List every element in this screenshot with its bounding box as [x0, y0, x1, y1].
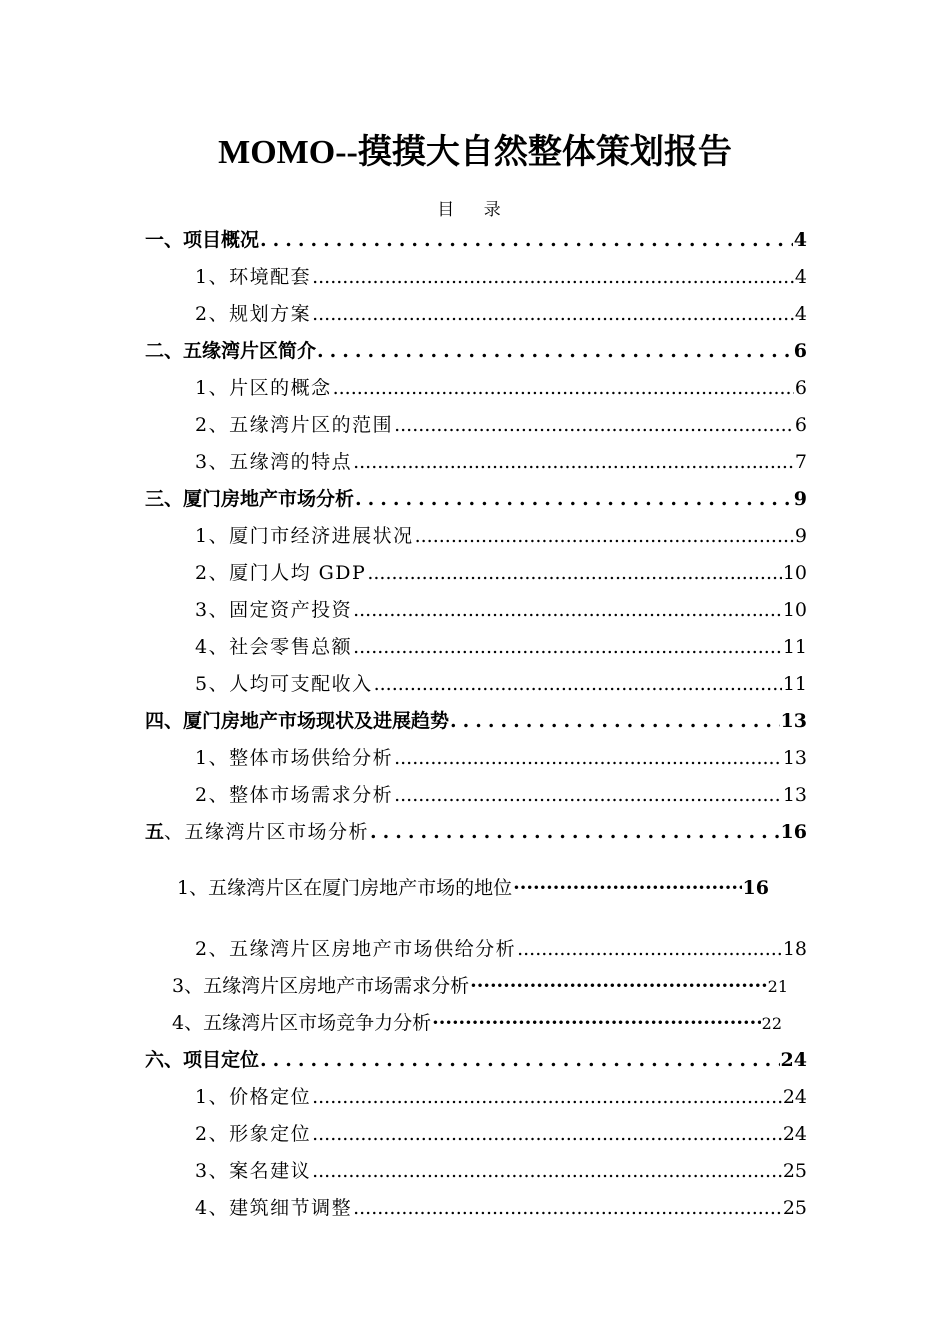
toc-entry-section-2-3[interactable] [195, 450, 807, 474]
toc-entry-page: 13 [782, 747, 807, 769]
toc-entry-label: 三、厦门房地产市场分析 [145, 488, 355, 510]
toc-entry-label-tail: 、五缘湾片区市场分析 [164, 821, 370, 843]
toc-entry-label: 4、社会零售总额 [195, 636, 353, 658]
toc-entry-chapter-6[interactable] [145, 1048, 807, 1072]
toc-entry-section-6-2[interactable] [195, 1122, 807, 1146]
toc-leader-dots [517, 937, 782, 961]
toc-leader-dots [353, 450, 794, 474]
toc-entry-label: 1、片区的概念 [195, 377, 332, 399]
toc-entry-section-4-1[interactable] [195, 746, 807, 770]
toc-entry-label: 一、项目概况 [145, 229, 260, 251]
toc-entry-page: 22 [761, 1014, 782, 1033]
toc-entry-label: 3、五缘湾片区房地产市场需求分析 [172, 975, 470, 997]
toc-entry-section-3-3[interactable] [195, 598, 807, 622]
toc-entry-page: 9 [794, 525, 807, 547]
toc-entry-label [145, 820, 369, 844]
toc-entry-section-6-4[interactable] [195, 1196, 807, 1220]
toc-entry-label: 六、项目定位 [145, 1049, 260, 1071]
toc-leader-dots [394, 783, 782, 807]
toc-entry-label: 3、五缘湾的特点 [195, 451, 353, 473]
toc-entry-label: 1、环境配套 [195, 266, 312, 288]
toc-entry-page: 11 [782, 636, 807, 658]
document-title: MOMO--摸摸大自然整体策划报告 [218, 134, 732, 171]
toc-entry-label: 5、人均可支配收入 [195, 673, 373, 695]
toc-leader-dots [312, 1085, 782, 1109]
toc-leader-dots [367, 561, 781, 585]
toc-entry-page: 13 [780, 710, 807, 732]
toc-entry-label: 1、五缘湾片区在厦门房地产市场的地位 [177, 877, 513, 899]
toc-leader-dots [450, 709, 780, 733]
toc-entry-label: 二、五缘湾片区简介 [145, 340, 317, 362]
toc-entry-page: 7 [794, 451, 807, 473]
toc-entry-page: 6 [794, 414, 807, 436]
toc-entry-label-prefix: 五 [145, 821, 165, 843]
toc-entry-page: 24 [780, 1049, 807, 1071]
toc-leader-dots [333, 376, 794, 400]
toc-entry-section-5-4[interactable] [172, 1011, 782, 1036]
toc-entry-chapter-4[interactable] [145, 709, 807, 733]
toc-entry-page: 10 [782, 562, 807, 584]
toc-entry-label: 1、整体市场供给分析 [195, 747, 394, 769]
toc-entry-label: 1、厦门市经济进展状况 [195, 525, 414, 547]
toc-entry-label: 2、规划方案 [195, 303, 312, 325]
toc-entry-label: 2、整体市场需求分析 [195, 784, 394, 806]
toc-entry-section-3-5[interactable] [195, 672, 807, 696]
toc-leader-dots [355, 487, 793, 511]
toc-entry-section-3-2[interactable] [195, 561, 807, 585]
toc-entry-page: 10 [782, 599, 807, 621]
toc-leader-dots [513, 876, 741, 900]
toc-entry-page: 25 [782, 1197, 807, 1219]
toc-entry-label: 4、建筑细节调整 [195, 1197, 353, 1219]
toc-leader-dots [353, 635, 782, 659]
toc-entry-section-6-1[interactable] [195, 1085, 807, 1109]
toc-entry-chapter-3[interactable] [145, 487, 807, 511]
toc-entry-page: 4 [793, 229, 807, 251]
toc-entry-page: 16 [780, 821, 807, 843]
toc-entry-page: 18 [782, 938, 807, 960]
toc-entry-page: 6 [794, 377, 807, 399]
toc-entry-section-2-1[interactable] [195, 376, 807, 400]
toc-entry-page: 24 [782, 1086, 807, 1108]
toc-entry-page: 16 [742, 877, 769, 899]
toc-entry-label: 2、五缘湾片区房地产市场供给分析 [195, 938, 517, 960]
toc-entry-page: 21 [767, 977, 788, 996]
toc-leader-dots [432, 1011, 761, 1035]
toc-entry-label: 3、固定资产投资 [195, 599, 353, 621]
toc-entry-chapter-5[interactable] [145, 820, 807, 844]
toc-leader-dots [394, 746, 782, 770]
toc-entry-section-2-2[interactable] [195, 413, 807, 437]
toc-entry-section-1-2[interactable] [195, 302, 807, 326]
toc-leader-dots [312, 265, 794, 289]
toc-leader-dots [312, 302, 794, 326]
toc-entry-label: 2、厦门人均 GDP [195, 562, 367, 584]
toc-entry-section-3-4[interactable] [195, 635, 807, 659]
toc-entry-label: 2、五缘湾片区的范围 [195, 414, 394, 436]
toc-leader-dots [317, 339, 793, 363]
toc-leader-dots [415, 524, 794, 548]
toc-leader-dots [394, 413, 794, 437]
toc-entry-section-5-3[interactable] [172, 974, 788, 999]
toc-leader-dots [260, 228, 793, 252]
toc-heading: 目 录 [437, 200, 513, 220]
toc-leader-dots [353, 598, 782, 622]
toc-entry-page: 24 [782, 1123, 807, 1145]
toc-entry-label: 4、五缘湾片区市场竞争力分析 [172, 1012, 432, 1034]
toc-leader-dots [470, 974, 767, 998]
toc-entry-section-5-2[interactable] [195, 937, 807, 961]
toc-leader-dots [312, 1159, 782, 1183]
toc-entry-page: 6 [793, 340, 807, 362]
toc-leader-dots [374, 672, 782, 696]
toc-entry-chapter-1[interactable] [145, 228, 807, 252]
toc-entry-page: 25 [782, 1160, 807, 1182]
toc-leader-dots [353, 1196, 782, 1220]
toc-entry-page: 9 [793, 488, 807, 510]
toc-leader-dots [312, 1122, 782, 1146]
toc-leader-dots [370, 820, 780, 844]
toc-entry-page: 4 [794, 303, 807, 325]
toc-entry-page: 11 [782, 673, 807, 695]
toc-entry-page: 4 [794, 266, 807, 288]
toc-entry-page: 13 [782, 784, 807, 806]
toc-entry-label: 四、厦门房地产市场现状及进展趋势 [145, 710, 450, 732]
toc-entry-section-1-1[interactable] [195, 265, 807, 289]
toc-entry-section-5-1[interactable] [177, 876, 769, 900]
toc-entry-section-3-1[interactable] [195, 524, 807, 548]
toc-entry-section-6-3[interactable] [195, 1159, 807, 1183]
toc-entry-label: 2、形象定位 [195, 1123, 312, 1145]
toc-entry-label: 3、案名建议 [195, 1160, 312, 1182]
toc-entry-label: 1、价格定位 [195, 1086, 312, 1108]
toc-entry-section-4-2[interactable] [195, 783, 807, 807]
toc-entry-chapter-2[interactable] [145, 339, 807, 363]
toc-leader-dots [260, 1048, 780, 1072]
